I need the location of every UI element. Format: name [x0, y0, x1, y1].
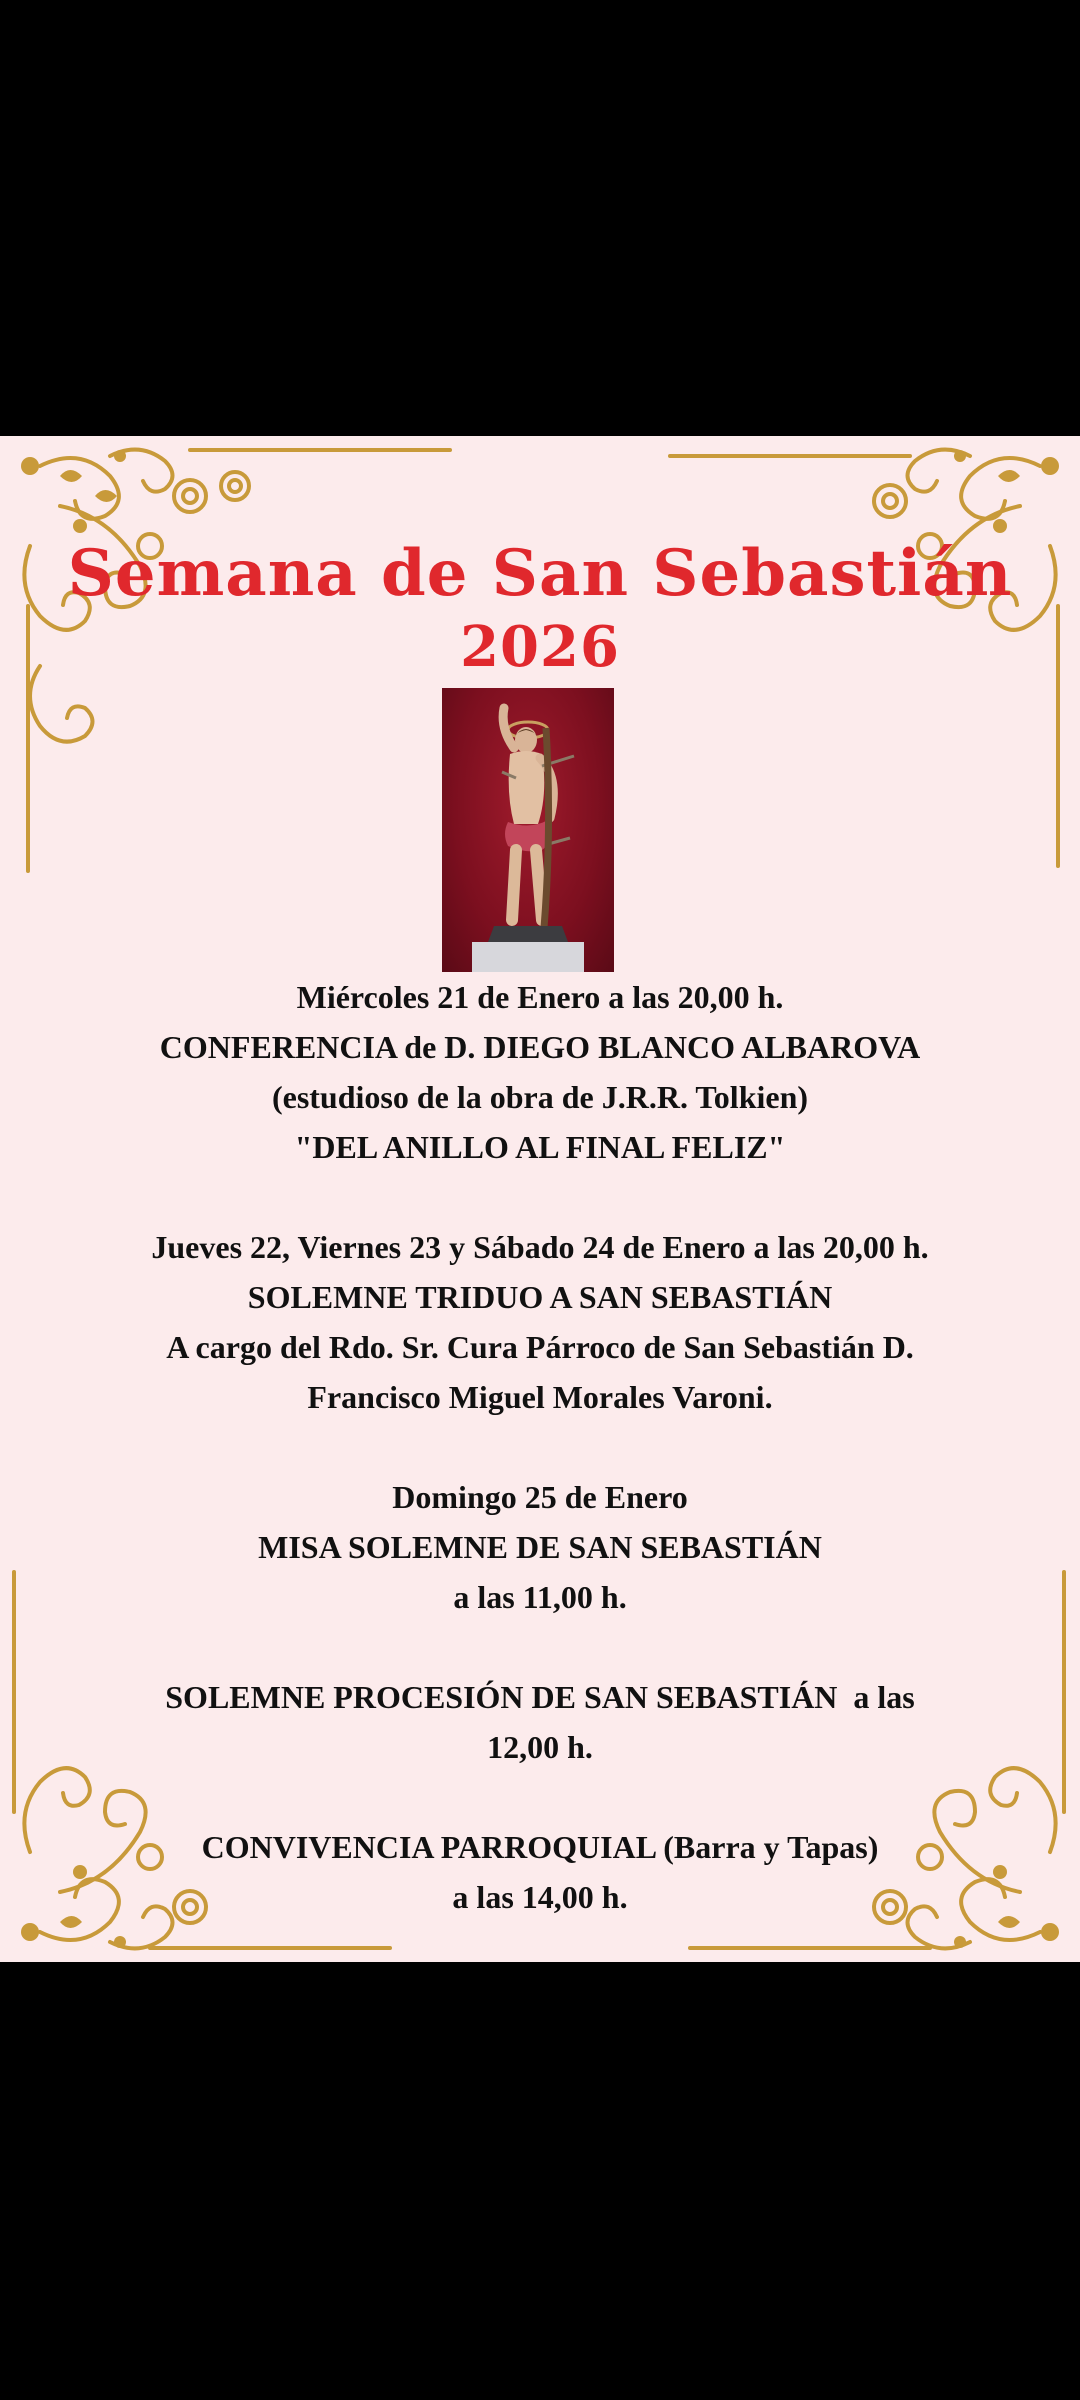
event-line: (estudioso de la obra de J.R.R. Tolkien): [271, 1079, 809, 1115]
event-line: Francisco Miguel Morales Varoni.: [307, 1379, 773, 1415]
event-line: 12,00 h.: [487, 1729, 593, 1765]
event-mass: [40, 1472, 1040, 1622]
event-triduo: [40, 1222, 1040, 1422]
event-line: a las 14,00 h.: [452, 1879, 628, 1915]
event-conference: [40, 972, 1040, 1172]
event-line: CONVIVENCIA PARROQUIAL (Barra y Tapas): [201, 1829, 879, 1865]
event-line: Domingo 25 de Enero: [392, 1479, 688, 1515]
event-procession: [40, 1672, 1040, 1772]
saint-statue-image: [442, 688, 614, 972]
poster-year: 2026: [460, 614, 620, 680]
event-line: CONFERENCIA de D. DIEGO BLANCO ALBAROVA: [159, 1029, 921, 1065]
event-program: [40, 972, 1040, 1922]
event-convivencia: [40, 1822, 1040, 1922]
event-line: A cargo del Rdo. Sr. Cura Párroco de San Sebastián D.: [166, 1329, 914, 1365]
event-poster: [0, 436, 1080, 1962]
poster-title: Semana de San Sebastián: [67, 536, 1013, 611]
event-line: Jueves 22, Viernes 23 y Sábado 24 de Enero a las 20,00 h.: [151, 1229, 929, 1265]
event-line: SOLEMNE PROCESIÓN DE SAN SEBASTIÁN a las: [165, 1679, 915, 1715]
event-line: "DEL ANILLO AL FINAL FELIZ": [294, 1129, 786, 1165]
event-line: a las 11,00 h.: [453, 1579, 627, 1615]
event-line: SOLEMNE TRIDUO A SAN SEBASTIÁN: [247, 1279, 833, 1315]
event-line: MISA SOLEMNE DE SAN SEBASTIÁN: [258, 1529, 822, 1565]
event-line: Miércoles 21 de Enero a las 20,00 h.: [296, 979, 784, 1015]
